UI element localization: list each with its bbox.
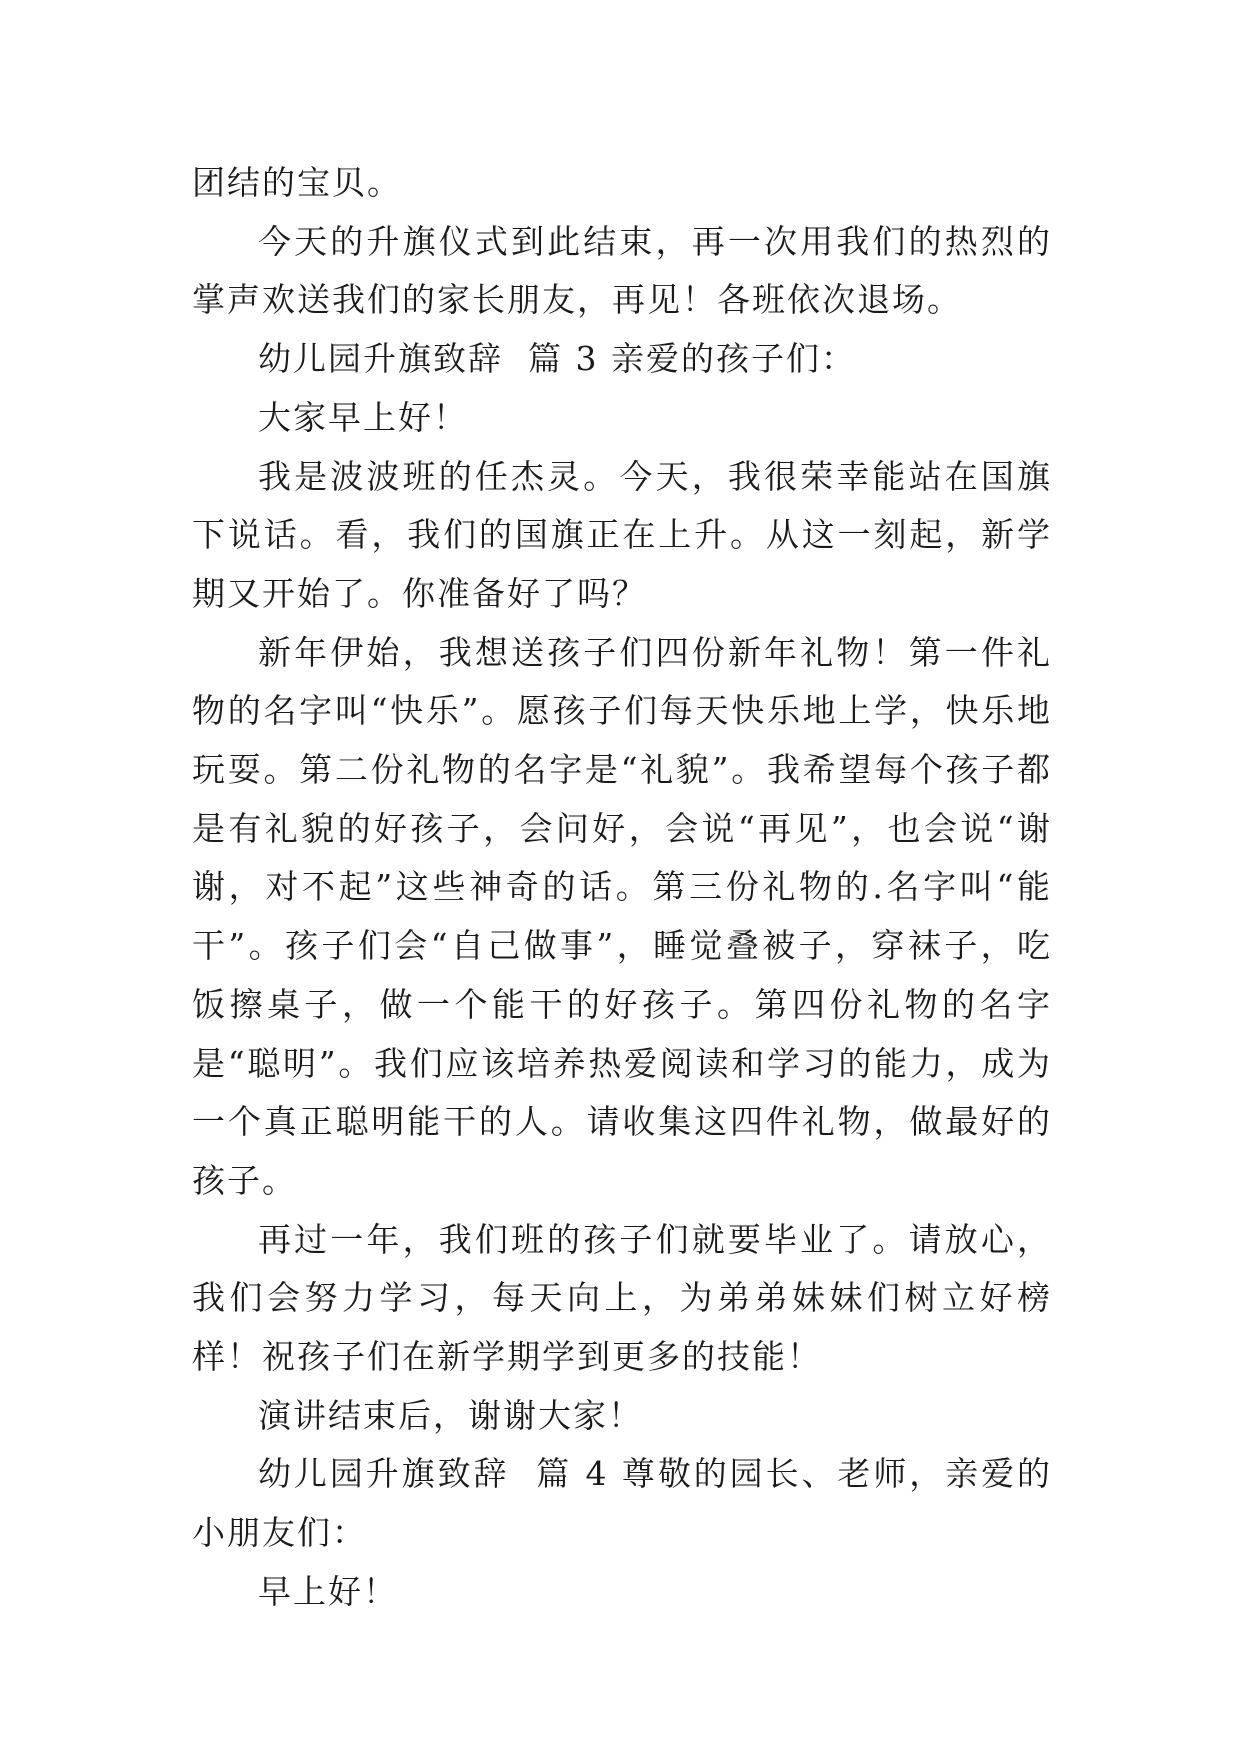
paragraph: 我是波波班的任杰灵。今天，我很荣幸能站在国旗下说话。看，我们的国旗正在上升。从这一刻起，新学期又开始了。你准备好了吗？ — [192, 456, 1052, 613]
paragraph: 今天的升旗仪式到此结束，再一次用我们的热烈的掌声欢送我们的家长朋友，再见！各班依次退场。 — [192, 221, 1052, 320]
paragraph: 再过一年，我们班的孩子们就要毕业了。请放心，我们会努力学习，每天向上，为弟弟妹妹们树立好榜样！祝孩子们在新学期学到更多的技能！ — [192, 1219, 1052, 1377]
document-body — [192, 154, 1052, 1622]
paragraph: 团结的宝贝。 — [192, 163, 402, 202]
paragraph: 早上好！ — [258, 1571, 398, 1611]
paragraph: 大家早上好！ — [258, 397, 468, 437]
section-heading-3: 幼儿园升旗致辞 篇 3 亲爱的孩子们： — [258, 339, 856, 379]
paragraph: 新年伊始，我想送孩子们四份新年礼物！第一件礼物的名字叫“快乐”。愿孩子们每天快乐地上学，快乐地玩耍。第二份礼物的名字是“礼貌”。我希望每个孩子都是有礼貌的好孩子，会问好，会说“再见”，也会说“谢谢，对不起”这些神奇的话。第三份礼物的.名字叫“能干”。孩子们会“自己做事”，睡觉叠被子，穿袜子，吃饭擦桌子，做一个能干的好孩子。第四份礼物的名字是“聪明”。我们应该培养热爱阅读和学习的能力，成为一个真正聪明能干的人。请收集这四件礼物，做最好的孩子。 — [192, 632, 1052, 1200]
paragraph: 演讲结束后，谢谢大家！ — [258, 1395, 643, 1435]
section-heading-4: 幼儿园升旗致辞 篇 4 尊敬的园长、老师，亲爱的小朋友们： — [192, 1454, 1052, 1553]
